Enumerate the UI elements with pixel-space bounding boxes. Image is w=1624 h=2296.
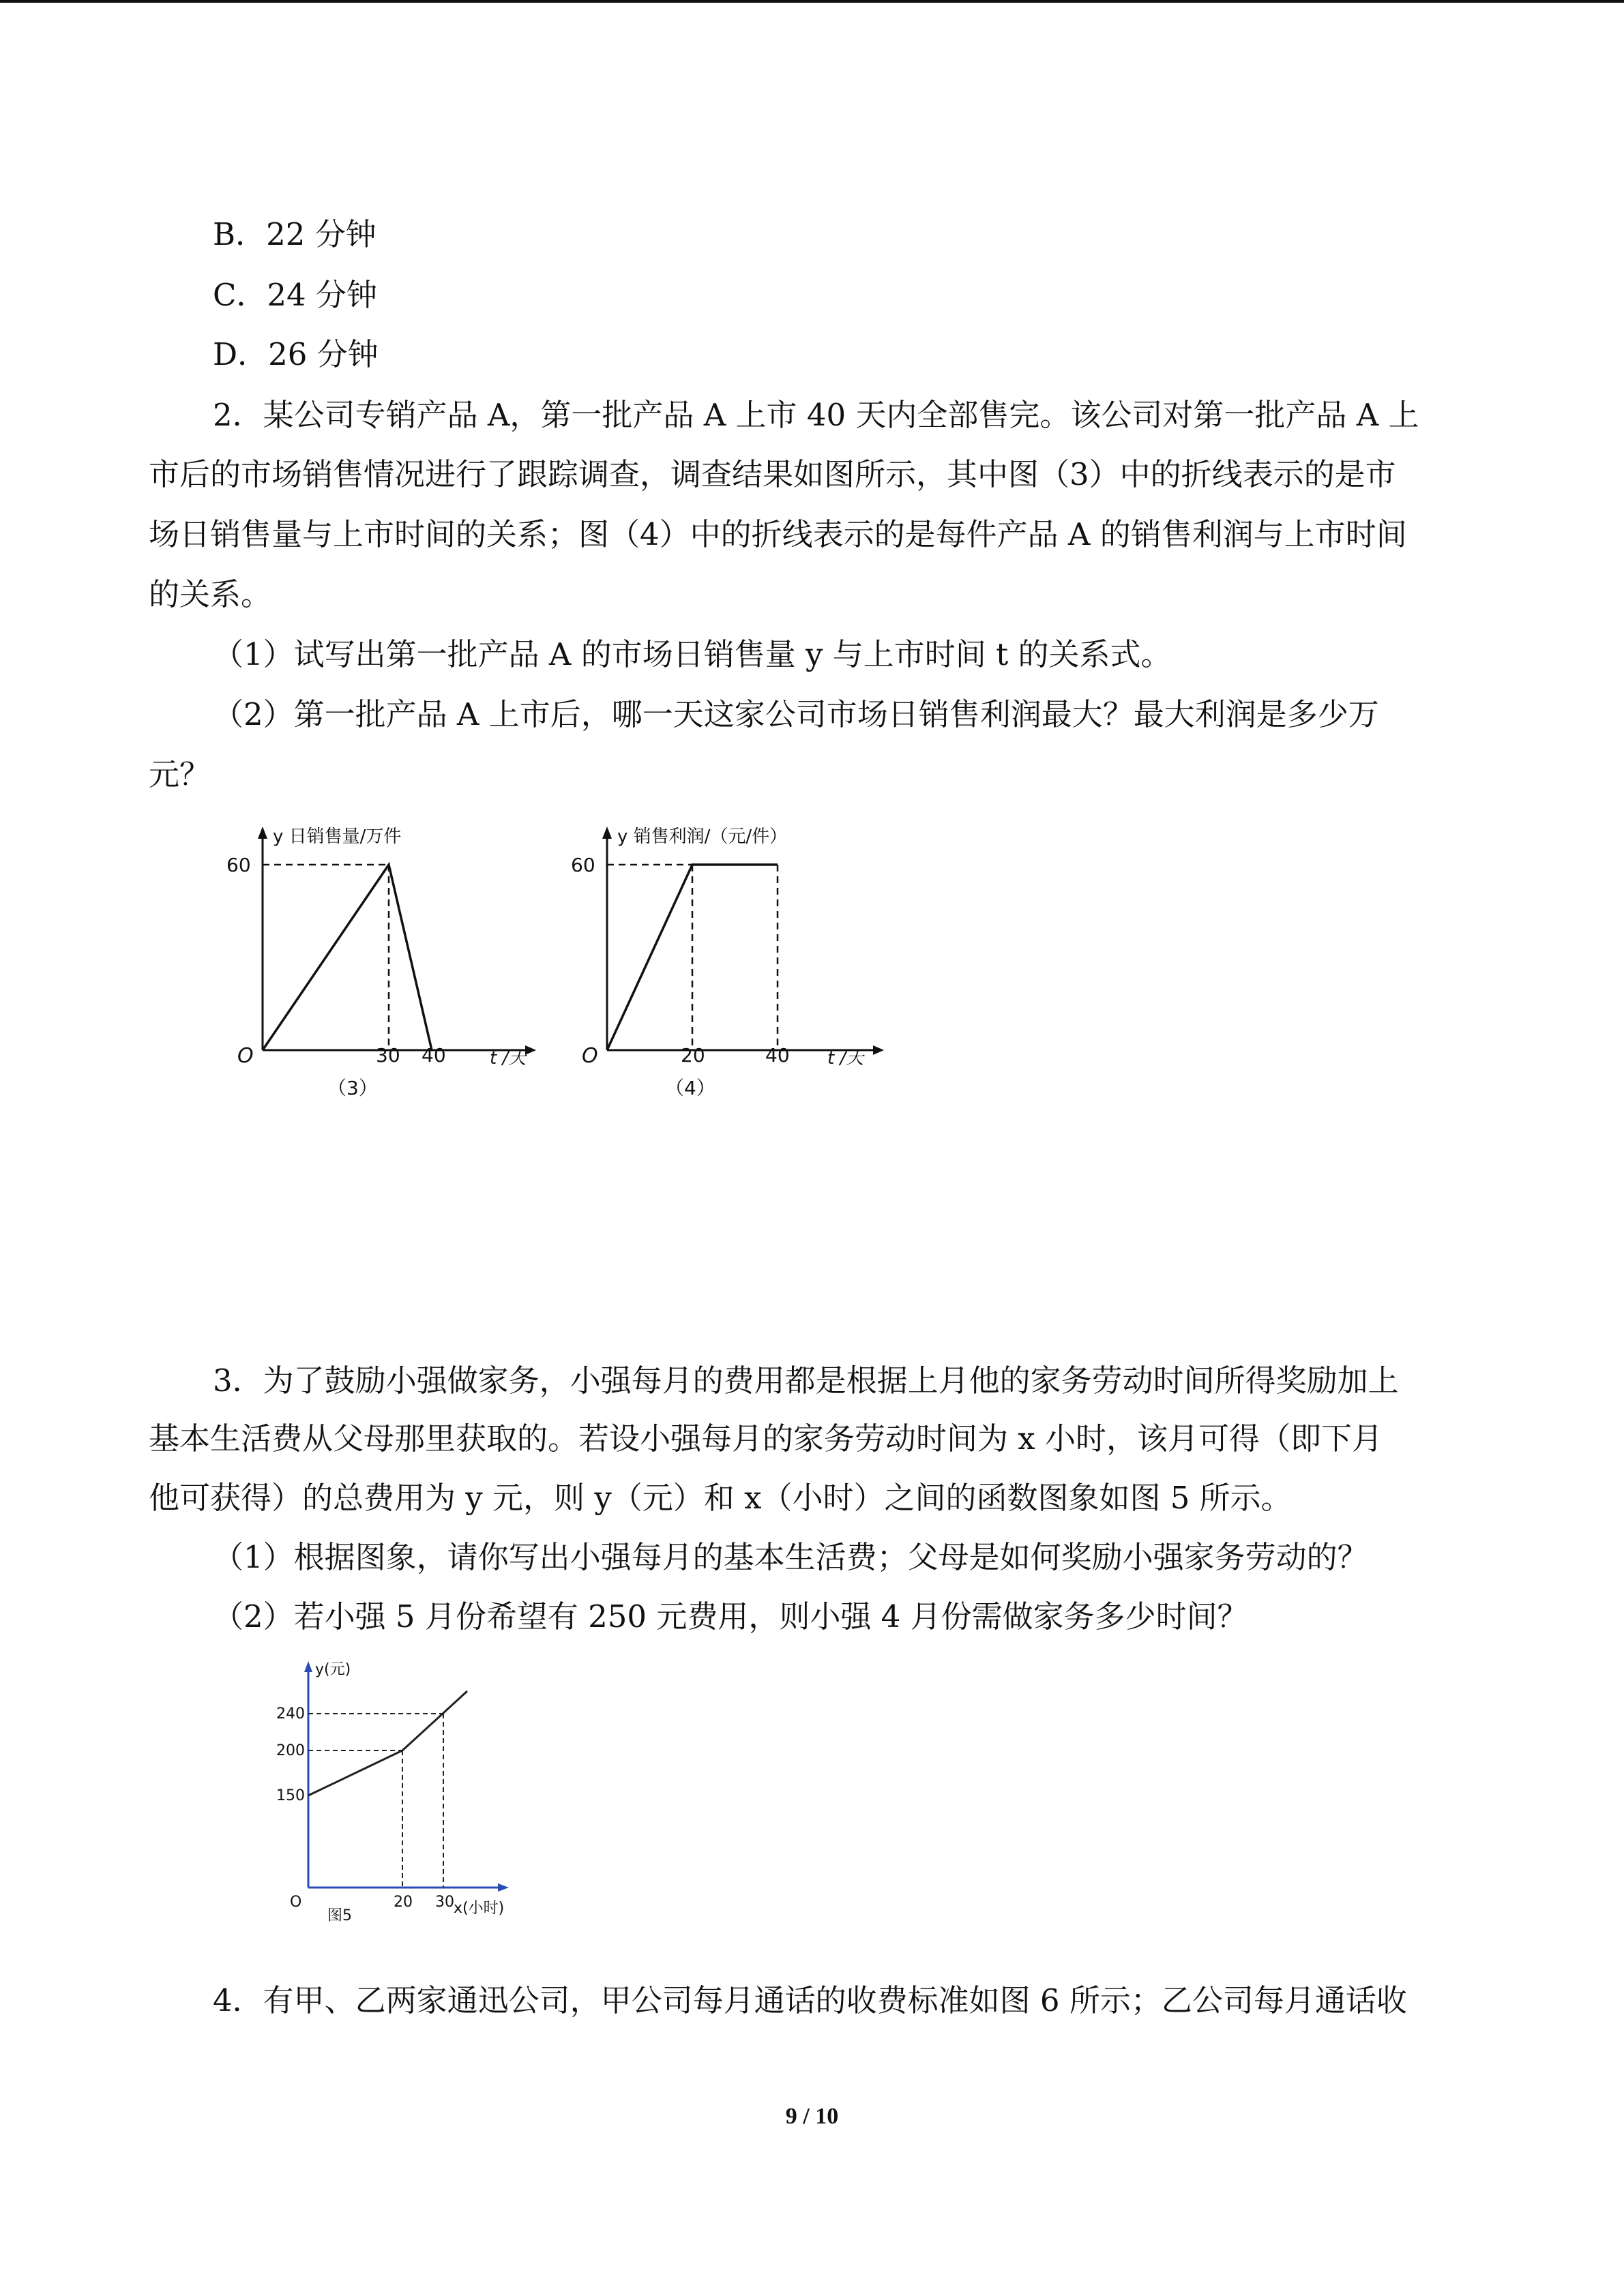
x-tick-40: 40 <box>765 1044 790 1067</box>
q2-sub-2b: 元？ <box>149 756 211 792</box>
y-tick-60: 60 <box>571 854 595 876</box>
y-axis-arrow-icon <box>602 826 612 839</box>
x-axis-arrow-icon <box>498 1883 509 1892</box>
y-tick-150: 150 <box>276 1787 305 1804</box>
y-axis-arrow-icon <box>258 826 267 839</box>
x-axis-arrow-icon <box>873 1045 884 1055</box>
origin-label: O <box>290 1894 302 1911</box>
x-tick-40: 40 <box>422 1044 446 1067</box>
figure-5 <box>273 1650 532 1937</box>
x-label: x(小时) <box>454 1900 505 1917</box>
y-tick-200: 200 <box>276 1742 305 1759</box>
x-tick-20: 20 <box>394 1894 413 1911</box>
y-label: y 销售利润/（元/件） <box>617 826 788 847</box>
q2-line-4: 的关系。 <box>149 576 272 612</box>
caption: 图5 <box>327 1907 352 1924</box>
q3-sub-2: （2）若小强 5 月份希望有 250 元费用，则小强 4 月份需做家务多少时间？ <box>213 1598 1248 1635</box>
page-number: 9 / 10 <box>785 2104 839 2129</box>
x-tick-30: 30 <box>435 1894 454 1911</box>
x-tick-20: 20 <box>681 1044 705 1067</box>
option-b: B．22 分钟 <box>213 216 377 252</box>
caption: （3） <box>327 1077 378 1099</box>
q3-line-1: 3．为了鼓励小强做家务，小强每月的费用都是根据上月他的家务劳动时间所得奖励加上 <box>213 1362 1399 1399</box>
x-axis-arrow-icon <box>525 1045 536 1055</box>
q2-sub-2a: （2）第一批产品 A 上市后，哪一天这家公司市场日销售利润最大？最大利润是多少万 <box>213 696 1379 732</box>
q2-line-3: 场日销售量与上市时间的关系；图（4）中的折线表示的是每件产品 A 的销售利润与上市时间 <box>149 516 1407 552</box>
figure-4-chart <box>570 818 890 1112</box>
y-axis-arrow-icon <box>304 1661 312 1672</box>
q2-sub-1: （1）试写出第一批产品 A 的市场日销售量 y 与上市时间 t 的关系式。 <box>213 636 1172 672</box>
option-c: C．24 分钟 <box>213 277 377 313</box>
y-label: y 日销售量/万件 <box>273 826 402 847</box>
figure-3-chart <box>225 818 539 1112</box>
y-label: y(元) <box>315 1661 351 1678</box>
origin-label: O <box>582 1044 598 1068</box>
q3-sub-1: （1）根据图象，请你写出小强每月的基本生活费；父母是如何奖励小强家务劳动的？ <box>213 1539 1368 1575</box>
figure-3 <box>225 818 539 1112</box>
q2-line-1: 2．某公司专销产品 A，第一批产品 A 上市 40 天内全部售完。该公司对第一批产品 A 上 <box>213 397 1419 433</box>
figure-5-chart <box>273 1650 532 1937</box>
y-tick-240: 240 <box>276 1705 305 1723</box>
top-border-line <box>0 0 1624 3</box>
q2-line-2: 市后的市场销售情况进行了跟踪调查，调查结果如图所示，其中图（3）中的折线表示的是市 <box>149 456 1396 492</box>
option-d: D．26 分钟 <box>213 336 379 372</box>
q3-line-3: 他可获得）的总费用为 y 元，则 y（元）和 x（小时）之间的函数图象如图 5 所示。 <box>149 1480 1292 1516</box>
q4-line-1: 4．有甲、乙两家通迅公司，甲公司每月通话的收费标准如图 6 所示；乙公司每月通话收 <box>213 1982 1407 2018</box>
origin-label: O <box>237 1044 254 1068</box>
figure-4 <box>570 818 890 1112</box>
x-tick-30: 30 <box>376 1044 400 1067</box>
x-label: t /天 <box>827 1048 864 1069</box>
sales-volume-line <box>263 865 432 1050</box>
y-tick-60: 60 <box>226 854 251 876</box>
x-label: t /天 <box>490 1048 527 1069</box>
q3-line-2: 基本生活费从父母那里获取的。若设小强每月的家务劳动时间为 x 小时，该月可得（即下月 <box>149 1420 1383 1457</box>
caption: （4） <box>665 1077 715 1099</box>
